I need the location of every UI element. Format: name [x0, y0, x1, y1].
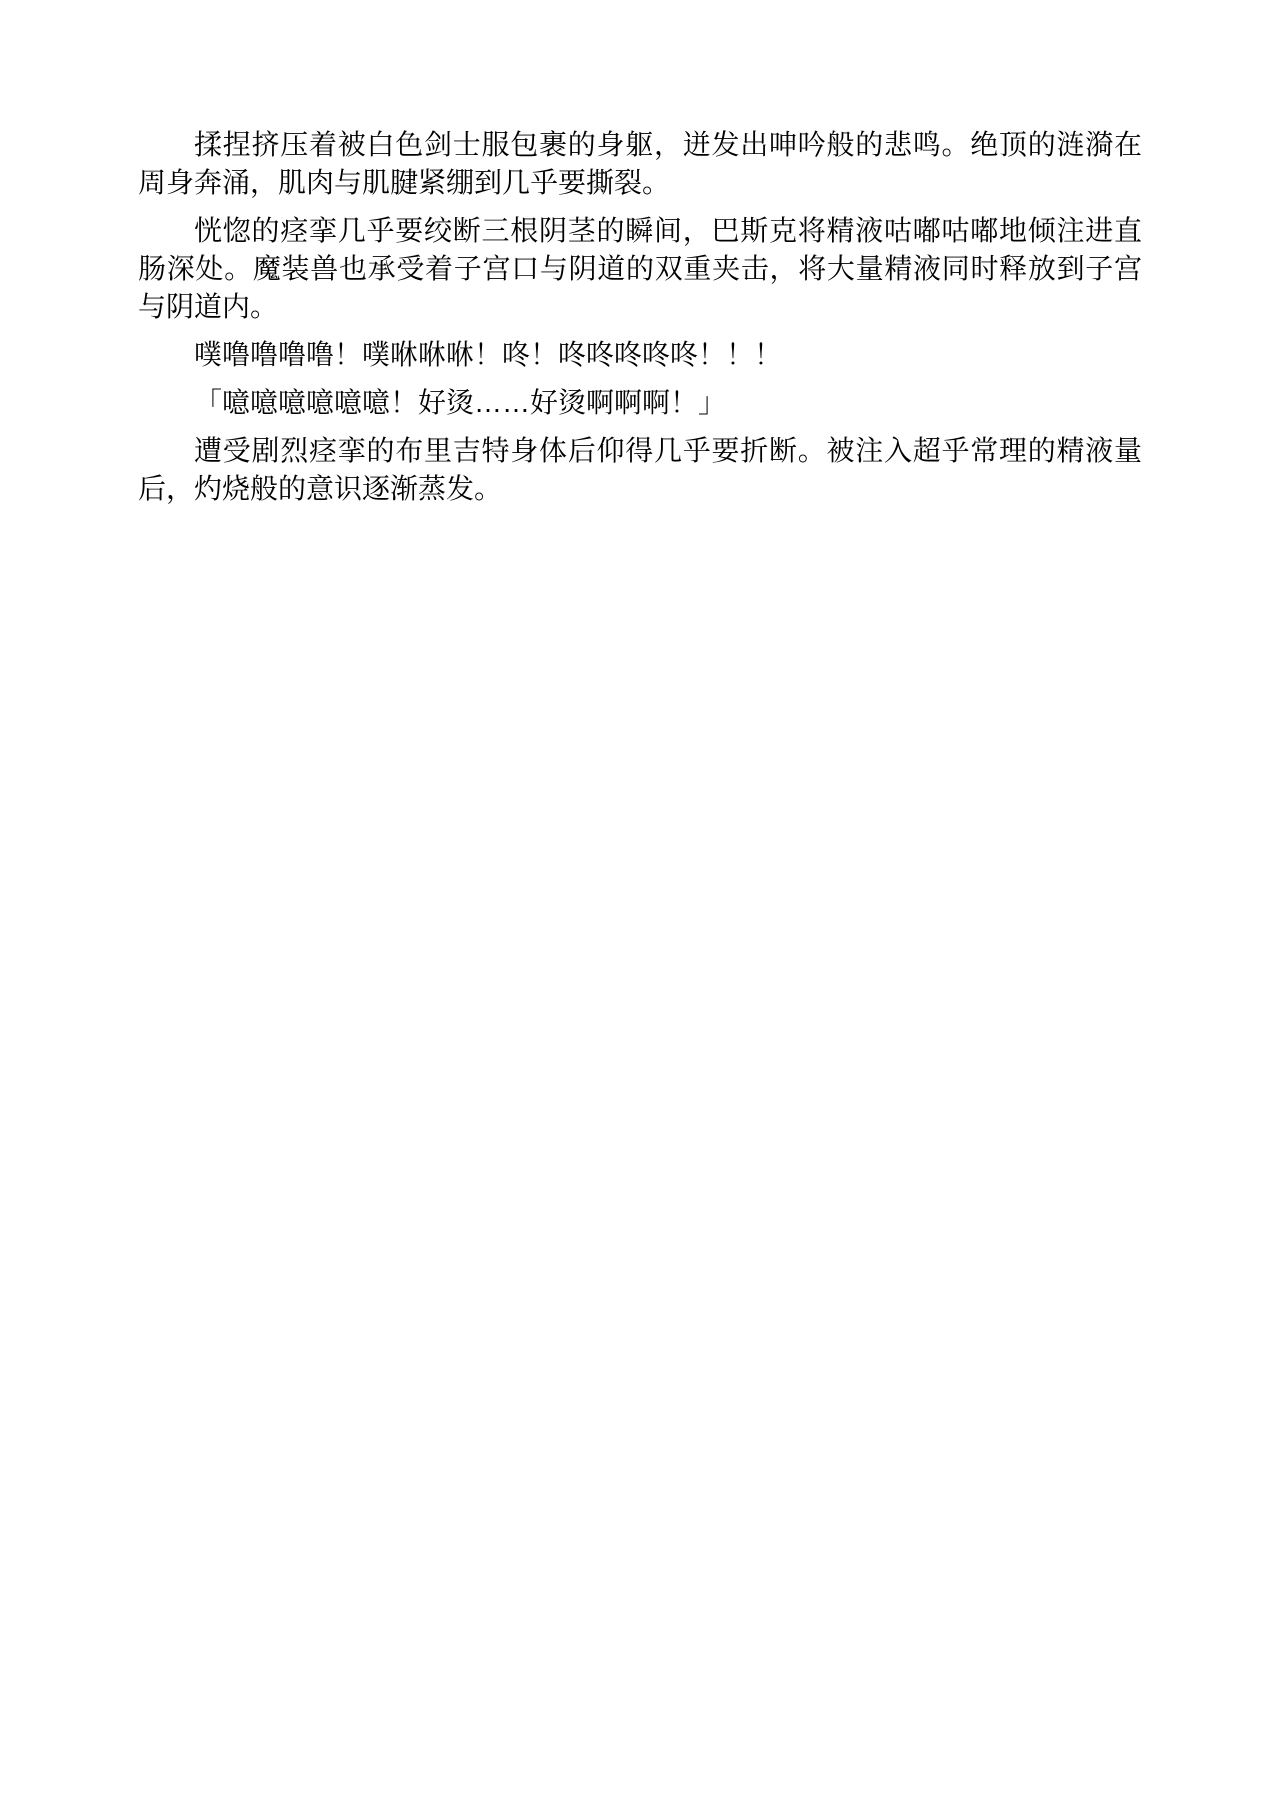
paragraph-5: 遭受剧烈痉挛的布里吉特身体后仰得几乎要折断。被注入超乎常理的精液量后，灼烧般的意识逐渐蒸发。 — [138, 435, 1142, 504]
paragraph-3-sfx: 噗噜噜噜噜！噗咻咻咻！咚！咚咚咚咚咚！！！ — [194, 339, 783, 370]
paragraph-1: 揉捏挤压着被白色剑士服包裹的身躯，迸发出呻吟般的悲鸣。绝顶的涟漪在周身奔涌，肌肉与肌腱紧绷到几乎要撕裂。 — [138, 129, 1142, 198]
paragraph-2: 恍惚的痉挛几乎要绞断三根阴茎的瞬间，巴斯克将精液咕嘟咕嘟地倾注进直肠深处。魔装兽也承受着子宫口与阴道的双重夹击，将大量精液同时释放到子宫与阴道内。 — [138, 215, 1142, 322]
paragraph-4-dialogue: 「噫噫噫噫噫噫！好烫……好烫啊啊啊！」 — [194, 387, 727, 418]
text-content — [0, 0, 1280, 508]
